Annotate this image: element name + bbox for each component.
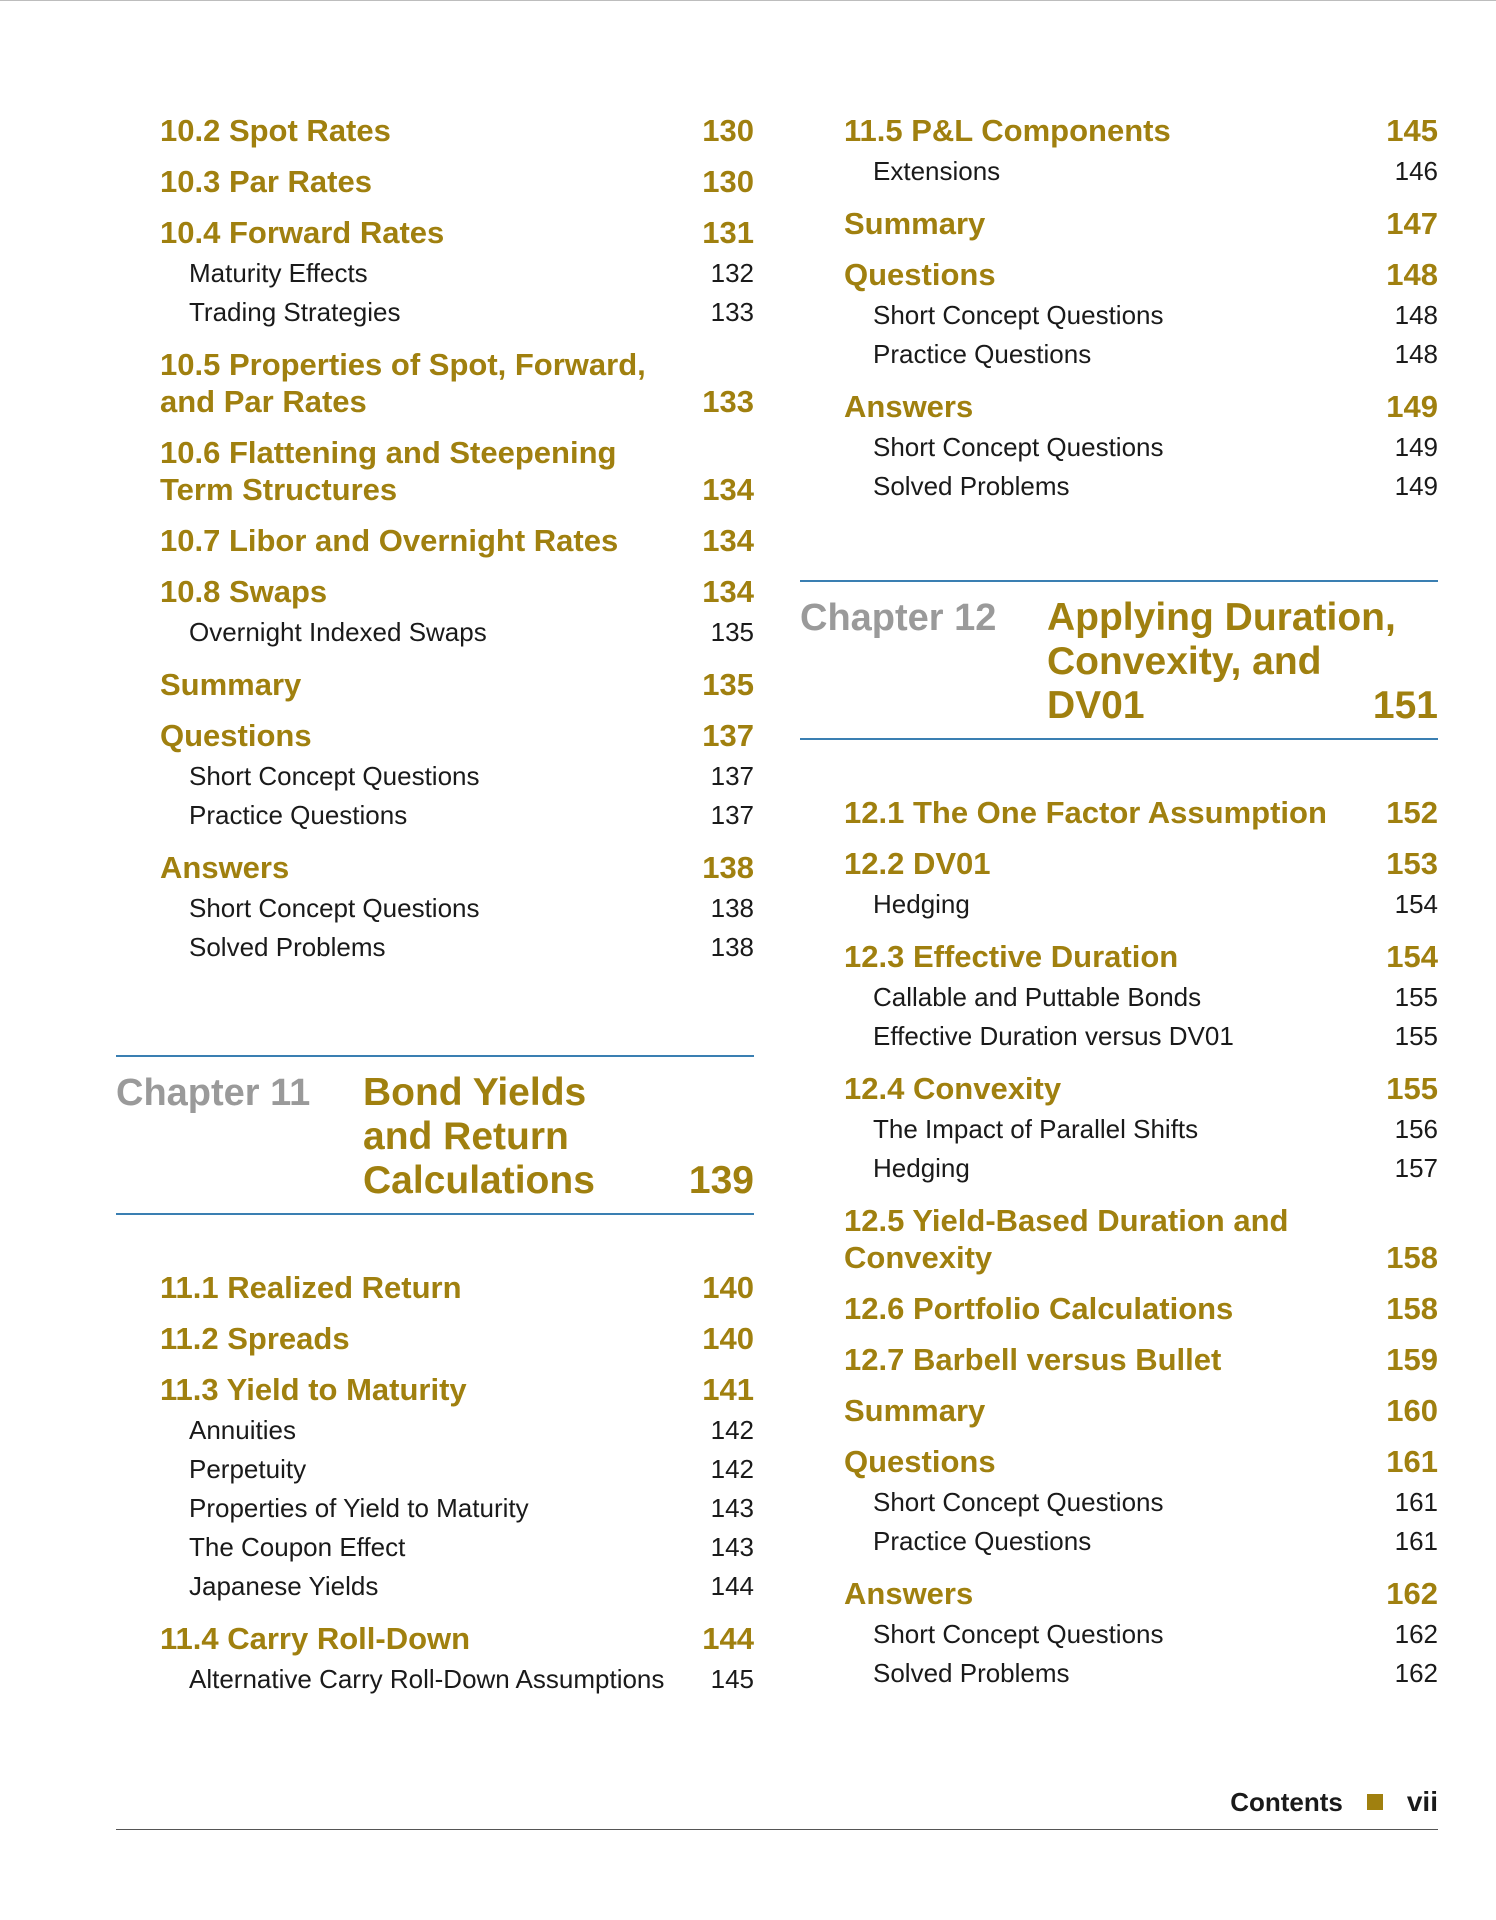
toc-entry-page: 158 <box>1386 1291 1438 1326</box>
toc-entry-title: Solved Problems <box>873 1658 1070 1688</box>
toc-entry-title: Hedging <box>873 1153 970 1183</box>
toc-entry-page: 145 <box>710 1664 754 1694</box>
chapter-title-block <box>363 1071 754 1203</box>
toc-section-entry[interactable] <box>160 112 754 149</box>
toc-subsection-entry[interactable] <box>160 293 754 332</box>
toc-left-column <box>116 112 754 1699</box>
toc-entry-page: 154 <box>1394 889 1438 919</box>
toc-subsection-entry[interactable] <box>160 928 754 967</box>
toc-entry-title: Maturity Effects <box>189 258 368 288</box>
toc-entry-page: 149 <box>1394 432 1438 462</box>
toc-subsection-entry[interactable] <box>844 335 1438 374</box>
toc-entry-title: 10.7 Libor and Overnight Rates <box>160 523 619 558</box>
toc-entry-page: 161 <box>1394 1487 1438 1517</box>
toc-subsection-entry[interactable] <box>844 978 1438 1017</box>
chapter-11-heading[interactable] <box>116 1055 754 1215</box>
toc-section-entry[interactable] <box>160 522 754 559</box>
toc-entry-title: Practice Questions <box>873 339 1092 369</box>
toc-subsection-entry[interactable] <box>844 1654 1438 1693</box>
toc-entry-title: Short Concept Questions <box>873 300 1164 330</box>
toc-entry-page: 143 <box>710 1532 754 1562</box>
toc-section-entry[interactable] <box>844 205 1438 242</box>
toc-entry-page: 138 <box>710 932 754 962</box>
toc-entry-page: 135 <box>702 667 754 702</box>
toc-entry-page: 137 <box>710 800 754 830</box>
chapter-title-line: Convexity, and <box>1047 640 1322 683</box>
toc-subsection-entry[interactable] <box>844 428 1438 467</box>
toc-entry-title: Questions <box>160 718 312 753</box>
toc-section-entry[interactable] <box>160 346 754 420</box>
toc-entry-page: 158 <box>1386 1240 1438 1275</box>
toc-entry-page: 153 <box>1386 846 1438 881</box>
toc-entry-title: Practice Questions <box>189 800 408 830</box>
toc-subsection-entry[interactable] <box>844 885 1438 924</box>
toc-subsection-entry[interactable] <box>844 1522 1438 1561</box>
toc-entry-title: Summary <box>844 1393 986 1428</box>
toc-entry-title: Japanese Yields <box>189 1571 379 1601</box>
toc-subsection-entry[interactable] <box>160 796 754 835</box>
toc-subsection-entry[interactable] <box>844 1149 1438 1188</box>
toc-section-entry[interactable] <box>160 1320 754 1357</box>
toc-entry-title: 12.3 Effective Duration <box>844 939 1179 974</box>
toc-section-entry[interactable] <box>160 717 754 754</box>
toc-section-entry[interactable] <box>160 666 754 703</box>
toc-entry-title: 10.2 Spot Rates <box>160 113 391 148</box>
toc-entry-page: 144 <box>710 1571 754 1601</box>
toc-section-entry[interactable] <box>160 573 754 610</box>
toc-entry-title: Summary <box>844 206 986 241</box>
toc-entry-page: 155 <box>1394 1021 1438 1051</box>
toc-section-entry[interactable] <box>160 849 754 886</box>
toc-subsection-entry[interactable] <box>844 1017 1438 1056</box>
toc-subsection-entry[interactable] <box>844 467 1438 506</box>
toc-entry-page: 148 <box>1394 339 1438 369</box>
footer-page-number: vii <box>1406 1786 1438 1817</box>
toc-entry-page: 137 <box>710 761 754 791</box>
toc-section-entry[interactable] <box>844 1575 1438 1612</box>
toc-entry-page: 132 <box>710 258 754 288</box>
toc-group <box>844 794 1438 1693</box>
toc-entry-page: 157 <box>1394 1153 1438 1183</box>
toc-subsection-entry[interactable] <box>160 889 754 928</box>
chapter-page-number: 139 <box>688 1159 754 1202</box>
toc-entry-title: Short Concept Questions <box>189 761 480 791</box>
toc-section-entry[interactable] <box>844 1070 1438 1107</box>
toc-entry-title: Practice Questions <box>873 1526 1092 1556</box>
toc-entry-title: Short Concept Questions <box>873 1619 1164 1649</box>
toc-entry-page: 145 <box>1386 113 1438 148</box>
toc-entry-page: 134 <box>702 574 754 609</box>
toc-entry-title: 11.1 Realized Return <box>160 1270 462 1305</box>
toc-entry-title: 12.4 Convexity <box>844 1071 1062 1106</box>
toc-entry-page: 144 <box>702 1621 754 1656</box>
toc-section-entry[interactable] <box>160 1371 754 1408</box>
toc-entry-title: The Impact of Parallel Shifts <box>873 1114 1199 1144</box>
chapter-label: Chapter 11 <box>116 1072 311 1114</box>
toc-entry-page: 155 <box>1386 1071 1438 1106</box>
toc-entry-page: 162 <box>1394 1619 1438 1649</box>
toc-entry-page: 161 <box>1394 1526 1438 1556</box>
toc-entry-title: 11.5 P&L Components <box>844 113 1171 148</box>
toc-entry-page: 143 <box>710 1493 754 1523</box>
toc-entry-title: 12.2 DV01 <box>844 846 991 881</box>
toc-entry-title: Short Concept Questions <box>873 1487 1164 1517</box>
toc-entry-title: Short Concept Questions <box>873 432 1164 462</box>
chapter-title-line: Calculations <box>363 1159 595 1202</box>
toc-entry-title: 12.7 Barbell versus Bullet <box>844 1342 1222 1377</box>
toc-entry-title: 10.8 Swaps <box>160 574 328 609</box>
toc-section-entry[interactable] <box>844 794 1438 831</box>
toc-subsection-entry[interactable] <box>844 1615 1438 1654</box>
toc-group <box>844 112 1438 506</box>
toc-entry-title: Questions <box>844 257 996 292</box>
toc-subsection-entry[interactable] <box>160 613 754 652</box>
toc-entry-page: 142 <box>710 1454 754 1484</box>
toc-subsection-entry[interactable] <box>160 1660 754 1699</box>
toc-entry-title: Solved Problems <box>189 932 386 962</box>
toc-subsection-entry[interactable] <box>160 254 754 293</box>
toc-entry-title: 12.6 Portfolio Calculations <box>844 1291 1234 1326</box>
toc-entry-title: 11.2 Spreads <box>160 1321 350 1356</box>
toc-entry-page: 131 <box>702 215 754 250</box>
toc-entry-title: Questions <box>844 1444 996 1479</box>
chapter-title-last-line <box>1047 684 1438 728</box>
toc-entry-page: 156 <box>1394 1114 1438 1144</box>
toc-entry-title: 11.3 Yield to Maturity <box>160 1372 467 1407</box>
toc-entry-page: 133 <box>710 297 754 327</box>
toc-entry-page: 140 <box>702 1270 754 1305</box>
toc-entry-title: 12.5 Yield-Based Duration and Convexity <box>844 1203 1289 1275</box>
toc-entry-page: 162 <box>1386 1576 1438 1611</box>
toc-subsection-entry[interactable] <box>160 1567 754 1606</box>
toc-section-entry[interactable] <box>160 163 754 200</box>
chapter-12-heading[interactable] <box>800 580 1438 740</box>
toc-entry-page: 148 <box>1394 300 1438 330</box>
toc-group <box>160 1269 754 1699</box>
toc-section-entry[interactable] <box>160 1269 754 1306</box>
footer-label: Contents <box>1230 1787 1343 1817</box>
chapter-title-line: Applying Duration, <box>1047 596 1396 639</box>
footer-rule <box>116 1829 1438 1830</box>
toc-subsection-entry[interactable] <box>160 1528 754 1567</box>
toc-entry-title: Answers <box>844 389 974 424</box>
toc-entry-title: Overnight Indexed Swaps <box>189 617 487 647</box>
toc-entry-page: 140 <box>702 1321 754 1356</box>
toc-entry-title: Perpetuity <box>189 1454 307 1484</box>
toc-entry-title: 11.4 Carry Roll-Down <box>160 1621 471 1656</box>
toc-entry-title: 12.1 The One Factor Assumption <box>844 795 1327 830</box>
toc-entry-page: 154 <box>1386 939 1438 974</box>
toc-subsection-entry[interactable] <box>844 1483 1438 1522</box>
toc-entry-page: 130 <box>702 164 754 199</box>
chapter-title-line: and Return <box>363 1115 569 1158</box>
toc-entry-title: Extensions <box>873 156 1001 186</box>
toc-entry-title: Short Concept Questions <box>189 893 480 923</box>
toc-entry-title: 10.4 Forward Rates <box>160 215 445 250</box>
toc-section-entry[interactable] <box>844 1443 1438 1480</box>
toc-section-entry[interactable] <box>844 1341 1438 1378</box>
toc-entry-page: 162 <box>1394 1658 1438 1688</box>
toc-entry-page: 130 <box>702 113 754 148</box>
toc-section-entry[interactable] <box>844 1290 1438 1327</box>
chapter-title-line: DV01 <box>1047 684 1145 727</box>
chapter-title-line: Bond Yields <box>363 1071 587 1114</box>
toc-subsection-entry[interactable] <box>160 1489 754 1528</box>
toc-section-entry[interactable] <box>844 938 1438 975</box>
footer-text <box>1230 1782 1438 1822</box>
toc-section-entry[interactable] <box>160 214 754 251</box>
toc-section-entry[interactable] <box>844 845 1438 882</box>
toc-entry-title: Properties of Yield to Maturity <box>189 1493 529 1523</box>
toc-entry-title: Hedging <box>873 889 970 919</box>
toc-subsection-entry[interactable] <box>160 1411 754 1450</box>
toc-section-entry[interactable] <box>844 388 1438 425</box>
toc-entry-page: 134 <box>702 523 754 558</box>
toc-entry-title: 10.3 Par Rates <box>160 164 372 199</box>
top-rule <box>0 0 1496 1</box>
toc-subsection-entry[interactable] <box>844 296 1438 335</box>
toc-entry-title: Answers <box>844 1576 974 1611</box>
toc-section-entry[interactable] <box>844 1392 1438 1429</box>
toc-entry-page: 147 <box>1386 206 1438 241</box>
toc-section-entry[interactable] <box>844 256 1438 293</box>
toc-section-entry[interactable] <box>844 1202 1438 1276</box>
toc-subsection-entry[interactable] <box>844 1110 1438 1149</box>
square-bullet-icon <box>1367 1794 1383 1810</box>
toc-right-column <box>800 112 1438 1693</box>
chapter-title-block <box>1047 596 1438 728</box>
toc-entry-page: 138 <box>710 893 754 923</box>
toc-entry-page: 134 <box>702 472 754 507</box>
toc-entry-page: 137 <box>702 718 754 753</box>
toc-entry-page: 141 <box>702 1372 754 1407</box>
toc-entry-page: 155 <box>1394 982 1438 1012</box>
toc-entry-title: Answers <box>160 850 290 885</box>
toc-entry-title: Trading Strategies <box>189 297 401 327</box>
toc-entry-title: Summary <box>160 667 302 702</box>
toc-entry-title: Alternative Carry Roll-Down Assumptions <box>189 1664 665 1694</box>
chapter-label: Chapter 12 <box>800 597 997 639</box>
toc-entry-page: 152 <box>1386 795 1438 830</box>
toc-entry-page: 148 <box>1386 257 1438 292</box>
toc-entry-title: Annuities <box>189 1415 296 1445</box>
toc-entry-page: 135 <box>710 617 754 647</box>
toc-entry-title: Callable and Puttable Bonds <box>873 982 1202 1012</box>
toc-entry-page: 142 <box>710 1415 754 1445</box>
toc-entry-title: 10.5 Properties of Spot, Forward, and Par Rates <box>160 347 646 419</box>
chapter-title-last-line <box>363 1159 754 1203</box>
toc-subsection-entry[interactable] <box>160 757 754 796</box>
toc-entry-page: 146 <box>1394 156 1438 186</box>
chapter-page-number: 151 <box>1372 684 1438 727</box>
page-footer <box>116 1782 1438 1832</box>
toc-subsection-entry[interactable] <box>844 152 1438 191</box>
toc-section-entry[interactable] <box>844 112 1438 149</box>
toc-entry-page: 138 <box>702 850 754 885</box>
toc-entry-page: 159 <box>1386 1342 1438 1377</box>
toc-entry-page: 160 <box>1386 1393 1438 1428</box>
toc-entry-page: 149 <box>1386 389 1438 424</box>
toc-entry-title: Effective Duration versus DV01 <box>873 1021 1234 1051</box>
toc-section-entry[interactable] <box>160 434 754 508</box>
toc-group <box>160 112 754 967</box>
toc-section-entry[interactable] <box>160 1620 754 1657</box>
toc-entry-title: 10.6 Flattening and Steepening Term Structures <box>160 435 617 507</box>
toc-subsection-entry[interactable] <box>160 1450 754 1489</box>
toc-entry-page: 161 <box>1386 1444 1438 1479</box>
toc-entry-page: 149 <box>1394 471 1438 501</box>
toc-entry-title: Solved Problems <box>873 471 1070 501</box>
toc-entry-title: The Coupon Effect <box>189 1532 406 1562</box>
toc-entry-page: 133 <box>702 384 754 419</box>
